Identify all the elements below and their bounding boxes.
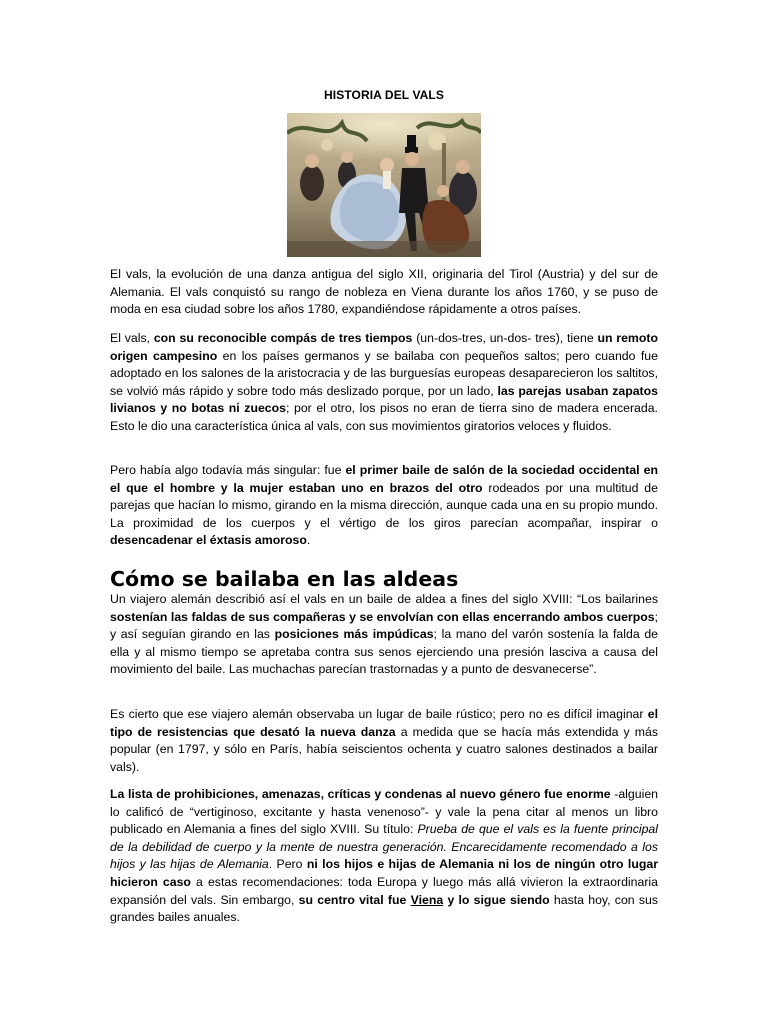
paragraph-intro-text: El vals, la evolución de una danza antigua del siglo XII, originaria del Tirol (Austria) y del sur de Alemania. El vals conquistó su rango de nobleza en Viena durante los años 1760, y se puso de moda en esa ciudad sobre los años 1780, expandiéndose rápidamente a otros países. <box>110 267 658 317</box>
book-title-italic: Prueba de que el vals es la fuente principal de la debilidad de cuerpo y la mente de nuestra generación. Encarecidamente recomendado a los hijos y las hijas de Alemania <box>110 822 658 872</box>
text-run-bold: posiciones más impúdicas <box>274 627 434 642</box>
text-run: Un viajero alemán describió así el vals en un baile de aldea a fines del siglo XVIII: “Los bailarines <box>110 592 658 606</box>
paragraph-prohibiciones <box>110 786 658 927</box>
text-run-bold: un remoto origen campesino <box>110 331 658 363</box>
text-run-bold: desencadenar el éxtasis amoroso <box>110 533 307 548</box>
paragraph-viajero <box>110 591 658 679</box>
text-run-bold: ni los hijos e hijas de Alemania ni los de ningún otro lugar hicieron caso <box>110 857 658 889</box>
paragraph-tres-tiempos <box>110 330 658 436</box>
paragraph-intro <box>110 266 658 319</box>
text-run: . <box>306 533 311 548</box>
text-run-bold: el primer baile de salón de la sociedad occidental en el que el hombre y la mujer estaban uno en brazos del otro <box>110 463 658 495</box>
paragraph-resistencias <box>110 706 658 776</box>
paragraph-primer-baile <box>110 462 658 550</box>
text-run-bold: y lo sigue siendo <box>443 892 550 907</box>
text-run: ; y así seguían girando en las <box>110 609 658 642</box>
text-run: hasta hoy, con sus grandes bailes anuales. <box>110 892 658 925</box>
text-run: . Pero <box>268 857 307 872</box>
text-run-bold: con su reconocible compás de tres tiempos <box>153 331 413 345</box>
text-run: a estas recomendaciones: toda Europa y luego más allá vivieron la extraordinaria expansión del vals. Sin embargo, <box>110 874 658 907</box>
document-title: HISTORIA DEL VALS <box>324 88 444 102</box>
text-run: (un-dos-tres, un-dos- tres), tiene <box>412 331 598 345</box>
text-run: ; la mano del varón sostenía la falda de ella y al mismo tiempo se apretaba contra sus senos ejerciendo una presión lasciva a causa del movimiento del baile. Las muchachas parecían trastornadas y a punto de desvanecerse”. <box>110 627 659 677</box>
text-run: en los países germanos y se bailaba con pequeños saltos; pero cuando fue adoptado en los salones de la aristocracia y de las burguesías europeas desaparecieron los saltitos, se volvió más rápido y sobre todo más deslizado porque, por un lado, <box>110 348 658 398</box>
section-heading: Cómo se bailaba en las aldeas <box>110 567 459 591</box>
viena-link[interactable]: Viena <box>410 892 444 907</box>
text-run-bold: sostenían las faldas de sus compañeras y se envolvían con ellas encerrando ambos cuerpos <box>110 609 655 624</box>
text-run: rodeados por una multitud de parejas que hacían lo mismo, girando en la misma dirección, aunque cada una en su propio mundo. La proximidad de los cuerpos y el vértigo de los giros parecían acompañar, inspirar o <box>110 480 658 530</box>
text-run-bold: su centro vital fue <box>298 892 411 907</box>
text-run-bold: el tipo de resistencias que desató la nueva danza <box>110 707 658 739</box>
waltz-painting-image <box>287 113 481 257</box>
text-run: El vals, <box>110 331 154 345</box>
text-run: Es cierto que ese viajero alemán observaba un lugar de baile rústico; pero no es difícil imaginar <box>110 707 648 721</box>
text-run: ; por el otro, los pisos no eran de tierra sino de madera encerada. Esto le dio una característica única al vals, con sus movimientos giratorios veloces y fluidos. <box>110 401 658 433</box>
text-run: -alguien lo calificó de “vertiginoso, excitante y hasta venenoso”- y vale la pena citar al menos un libro publicado en Alemania a fines del siglo XVIII. Su título: <box>110 787 658 837</box>
text-run-bold: La lista de prohibiciones, amenazas, críticas y condenas al nuevo género fue enorme <box>110 787 611 801</box>
text-run: Pero había algo todavía más singular: fue <box>110 463 346 477</box>
text-run: a medida que se hacía más extendida y más popular (en 1797, y sólo en París, había seiscientos ochenta y cuatro salones destinados a bailar vals). <box>110 724 658 774</box>
text-run-bold: las parejas usaban zapatos livianos y no botas ni zuecos <box>110 383 658 416</box>
